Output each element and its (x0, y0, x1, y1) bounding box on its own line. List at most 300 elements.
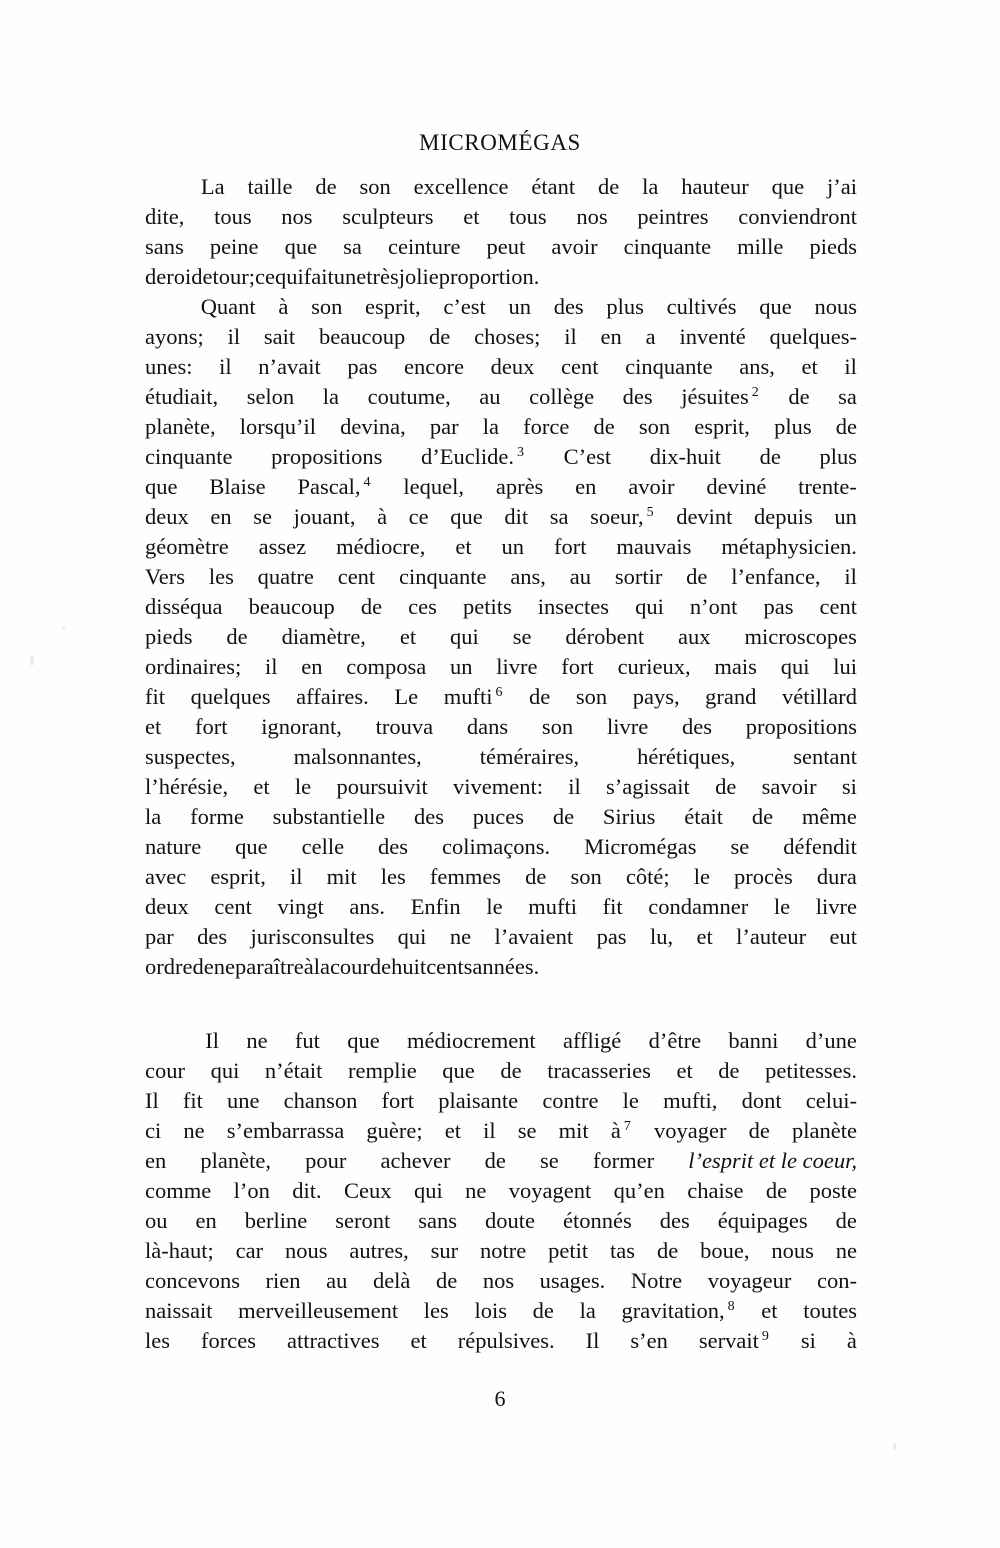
text-line (145, 802, 857, 832)
text-line (145, 1326, 857, 1356)
word: son (570, 864, 602, 889)
word: fort (553, 534, 587, 559)
word: si (800, 1328, 816, 1353)
word: proportion. (438, 264, 540, 289)
word: affligé (562, 1028, 622, 1053)
word: le (486, 894, 503, 919)
word: fort (195, 714, 228, 739)
word: vingt (277, 894, 324, 919)
word: médiocrement (406, 1028, 536, 1053)
word: l’auteur (736, 924, 807, 949)
word: et (145, 714, 162, 739)
word: mit (326, 864, 357, 889)
word: que (759, 294, 792, 319)
word: ans, (510, 564, 546, 589)
text-line (145, 1176, 857, 1206)
word: en (210, 504, 232, 529)
word: s’en (630, 1328, 668, 1353)
word: en (301, 654, 323, 679)
word: un (508, 294, 531, 319)
word: fort (561, 654, 594, 679)
word: car (235, 1238, 264, 1263)
word: hauteur (681, 174, 749, 199)
word: des (622, 384, 653, 409)
word: inventé (679, 324, 746, 349)
word: cour (145, 1058, 185, 1083)
word: ne (835, 1238, 857, 1263)
word: Il (205, 1028, 220, 1053)
scan-speckle (893, 1442, 896, 1451)
word: eut (829, 924, 857, 949)
text-line (145, 352, 857, 382)
word: l’on (233, 1178, 270, 1203)
word: mufti $^6$ (443, 684, 503, 709)
word: quelques- (769, 324, 857, 349)
word: vétillard (781, 684, 857, 709)
word: peintres (637, 204, 709, 229)
word: disséqua (145, 594, 223, 619)
word: dix-huit (649, 444, 722, 469)
word: comme (145, 1178, 212, 1203)
word: la (322, 384, 340, 409)
word: les (145, 1328, 170, 1353)
word: hérétiques, (637, 744, 736, 769)
italic-phrase: l’esprit et le coeur, (688, 1148, 857, 1173)
word: le (773, 894, 791, 919)
word: son (359, 174, 391, 199)
word: dans (466, 714, 509, 739)
word: ci (145, 1118, 162, 1143)
word: les (380, 864, 406, 889)
word: paraître (234, 954, 304, 979)
word: petitesses. (765, 1058, 857, 1083)
word: cent (819, 594, 857, 619)
word: le (294, 774, 312, 799)
word: la (313, 954, 330, 979)
word: Ceux (344, 1178, 392, 1203)
word: un (450, 654, 473, 679)
word: forces (201, 1328, 256, 1353)
word: choses; (474, 324, 541, 349)
word: à (377, 504, 388, 529)
word: planète, (200, 1148, 271, 1173)
word: peut (486, 234, 526, 259)
word: mauvais (616, 534, 692, 559)
word: devina, (340, 414, 406, 439)
word: lu, (649, 924, 674, 949)
word: et (761, 1298, 778, 1323)
word: grand (705, 684, 757, 709)
word: l’enfance, (731, 564, 821, 589)
word: ou (145, 1208, 168, 1233)
word: se (517, 1118, 537, 1143)
word: sa (838, 384, 857, 409)
word: et (399, 624, 417, 649)
word: ce (255, 264, 275, 289)
word: planète, (145, 414, 216, 439)
word: il (290, 864, 303, 889)
word: celle (301, 834, 345, 859)
word: jolie (398, 264, 439, 289)
word: celui- (805, 1088, 857, 1113)
word: cent (337, 564, 376, 589)
word: tour; (212, 264, 255, 289)
word: par (145, 924, 174, 949)
word: fort (381, 1088, 415, 1113)
word: de (191, 264, 213, 289)
footnote-marker[interactable]: 2 (751, 384, 759, 400)
word: plus (774, 414, 812, 439)
word: n’était (264, 1058, 323, 1083)
word: esprit, (210, 864, 266, 889)
word: coutume, (367, 384, 451, 409)
word: ne (449, 924, 472, 949)
word: petits (462, 594, 512, 619)
word: conviendront (738, 204, 857, 229)
word: s’embarrassa (226, 1118, 345, 1143)
word: plaisante (438, 1088, 519, 1113)
word: de (429, 324, 451, 349)
word: que (235, 834, 268, 859)
word: cent (214, 894, 252, 919)
word: de (686, 564, 708, 589)
word: qui (274, 264, 304, 289)
text-line (145, 832, 857, 862)
text-line (145, 772, 857, 802)
footnote-marker[interactable]: 6 (495, 684, 503, 700)
word: répulsives. (457, 1328, 555, 1353)
word: se (730, 834, 750, 859)
word: ans, (739, 354, 775, 379)
word: pas (596, 924, 627, 949)
word: sans (418, 1208, 457, 1233)
word: en (575, 474, 597, 499)
word: pas (347, 354, 378, 379)
word: le (693, 864, 710, 889)
word: son (575, 684, 608, 709)
word: suspectes, (145, 744, 236, 769)
word: achever (380, 1148, 451, 1173)
word: cultivés (666, 294, 737, 319)
word: Sirius (602, 804, 656, 829)
word: avoir (628, 474, 675, 499)
word: pieds (145, 624, 193, 649)
word: sait (263, 324, 296, 349)
word: équipages (717, 1208, 808, 1233)
word: huit (391, 954, 427, 979)
word: de (718, 1058, 740, 1083)
text-line (145, 232, 857, 262)
word: de (552, 804, 575, 829)
word: se (253, 504, 272, 529)
word: il (844, 564, 857, 589)
word: en (195, 1208, 217, 1233)
word: cinquante (623, 234, 712, 259)
word: vivement: (452, 774, 543, 799)
text-line (145, 562, 857, 592)
word: trouva (375, 714, 434, 739)
word: à $^7$ (610, 1118, 631, 1143)
word: lequel, (403, 474, 464, 499)
word: ignorant, (261, 714, 342, 739)
word: toutes (803, 1298, 857, 1323)
word: que (284, 234, 318, 259)
word: chanson (283, 1088, 358, 1113)
word: chaise (687, 1178, 744, 1203)
word: cent (561, 354, 599, 379)
word: de (436, 1268, 458, 1293)
word: d’une (805, 1028, 857, 1053)
word: dit. (292, 1178, 322, 1203)
word: encore (404, 354, 464, 379)
word: colimaçons. (442, 834, 551, 859)
word: les (423, 1298, 449, 1323)
word: défendit (783, 834, 857, 859)
word: quatre (257, 564, 314, 589)
word: et (801, 354, 818, 379)
word: un (834, 504, 857, 529)
footnote-marker[interactable]: 7 (623, 1118, 631, 1134)
text-line (145, 652, 857, 682)
word: usages. (539, 1268, 606, 1293)
word: trente- (798, 474, 857, 499)
word: médiocre, (336, 534, 426, 559)
word: voyageur (707, 1268, 792, 1293)
word: gravitation, $^8$ (621, 1298, 735, 1323)
word: Enfin (410, 894, 461, 919)
word: avoir (551, 234, 598, 259)
word: et (455, 534, 472, 559)
word: beaucoup (248, 594, 335, 619)
text-line (145, 1206, 857, 1236)
word: fut (294, 1028, 320, 1053)
word: forme (190, 804, 244, 829)
paragraph (145, 172, 857, 292)
word: même (801, 804, 857, 829)
word: sculpteurs (342, 204, 434, 229)
word: esprit, (694, 414, 750, 439)
footnote-marker[interactable]: 5 (646, 504, 654, 520)
footnote-marker[interactable]: 8 (727, 1298, 735, 1314)
scan-speckle (62, 626, 65, 629)
footnote-marker[interactable]: 4 (363, 474, 371, 490)
word: de (226, 624, 248, 649)
word: que (347, 1028, 380, 1053)
word: au (569, 564, 592, 589)
word: nos (482, 1268, 515, 1293)
word: condamner (648, 894, 749, 919)
word: de (593, 414, 615, 439)
word: métaphysicien. (721, 534, 857, 559)
word: devint (676, 504, 733, 529)
word: force (523, 414, 570, 439)
word: deviné (706, 474, 767, 499)
word: livre (606, 714, 649, 739)
word: femmes (429, 864, 502, 889)
word: par (429, 414, 459, 439)
text-line (145, 442, 857, 472)
word: delà (372, 1268, 411, 1293)
word: le (622, 1088, 639, 1113)
footnote-marker[interactable]: 3 (517, 444, 525, 460)
word: de (598, 174, 620, 199)
word: de (656, 1238, 679, 1263)
text-line (145, 712, 857, 742)
word: il (227, 324, 241, 349)
word: peine (209, 234, 259, 259)
text-line (145, 1266, 857, 1296)
word: l’avaient (494, 924, 574, 949)
word: unes: (145, 354, 193, 379)
word: se (512, 624, 532, 649)
text-line (145, 892, 857, 922)
word: ordinaires; (145, 654, 242, 679)
word: la (482, 414, 499, 439)
word: un (501, 534, 525, 559)
word: lui (833, 654, 857, 679)
word: Il (585, 1328, 600, 1353)
word: pieds (809, 234, 857, 259)
word: de (759, 444, 781, 469)
word: en (600, 324, 622, 349)
word: son (638, 414, 671, 439)
word: qui (635, 594, 664, 619)
word: c’est (443, 294, 486, 319)
word: les (208, 564, 234, 589)
word: ayons; (145, 324, 204, 349)
text-line (145, 1146, 857, 1176)
word: mille (737, 234, 784, 259)
word: seront (335, 1208, 391, 1233)
paragraph (145, 292, 857, 982)
word: naissait (145, 1298, 213, 1323)
word: collège (529, 384, 595, 409)
word: roi (166, 264, 192, 289)
word: selon (246, 384, 295, 409)
word: téméraires, (479, 744, 580, 769)
word: il (564, 324, 577, 349)
word: de (835, 414, 857, 439)
word: géomètre (145, 534, 229, 559)
word: il (264, 654, 278, 679)
running-head: MICROMÉGAS (419, 130, 581, 155)
word: substantielle (272, 804, 386, 829)
text-line (145, 292, 857, 322)
word: de (315, 174, 337, 199)
text-line (145, 682, 857, 712)
word: nous (771, 1238, 814, 1263)
word: Vers (145, 564, 185, 589)
word: d’être (648, 1028, 702, 1053)
text-line (145, 412, 857, 442)
word: de (715, 774, 737, 799)
word: dérobent (565, 624, 645, 649)
word: de (788, 384, 810, 409)
word: Pascal, $^4$ (297, 474, 371, 499)
word: ceinture (387, 234, 461, 259)
word: après (495, 474, 544, 499)
word: l’hérésie, (145, 774, 229, 799)
word: qui (780, 654, 810, 679)
word: former (592, 1148, 655, 1173)
word: des (681, 714, 712, 739)
word: de (360, 594, 383, 619)
word: mufti, (663, 1088, 718, 1113)
page-number: 6 (494, 1386, 506, 1411)
word: fit (182, 1088, 203, 1113)
word: Il (145, 1088, 159, 1113)
text-line (145, 322, 857, 352)
text-line (145, 1236, 857, 1266)
word: notre (480, 1238, 527, 1263)
word: s’agissait (606, 774, 690, 799)
word: étudiait, (145, 384, 219, 409)
text-line (145, 502, 857, 532)
word: ordre (145, 954, 193, 979)
word: étonnés (562, 1208, 632, 1233)
word: ne (213, 954, 235, 979)
word: lois (474, 1298, 507, 1323)
word: plus (606, 294, 644, 319)
word: et (410, 1328, 427, 1353)
word: pas (763, 594, 794, 619)
word: avec (145, 864, 187, 889)
word: deux (490, 354, 535, 379)
word: n’ont (689, 594, 738, 619)
word: aux (678, 624, 711, 649)
word: excellence (413, 174, 509, 199)
word: de (369, 954, 392, 979)
word: qui (413, 1178, 443, 1203)
word: pays, (632, 684, 680, 709)
word: livre (496, 654, 538, 679)
word: berline (244, 1208, 308, 1233)
word: fait (303, 264, 334, 289)
word: ces (408, 594, 437, 619)
word: la (145, 804, 162, 829)
word: dite, (145, 204, 185, 229)
word: diamètre, (281, 624, 366, 649)
word: mit (558, 1118, 589, 1143)
word: j’ai (826, 174, 857, 199)
text-line (145, 532, 857, 562)
word: banni (728, 1028, 779, 1053)
word: insectes (537, 594, 609, 619)
word: propositions (271, 444, 383, 469)
word: mufti (528, 894, 577, 919)
word: pour (305, 1148, 347, 1173)
word: livre (815, 894, 857, 919)
word: a (645, 324, 656, 349)
word: et (253, 774, 270, 799)
footnote-marker[interactable]: 9 (761, 1328, 769, 1344)
word: microscopes (744, 624, 857, 649)
word: au (326, 1268, 348, 1293)
word: de (835, 1208, 857, 1233)
text-line (145, 262, 857, 292)
word: sa (549, 504, 569, 529)
word: là-haut; (145, 1238, 214, 1263)
word: et (676, 1058, 693, 1083)
word: attractives (287, 1328, 380, 1353)
word: ne (183, 1118, 205, 1143)
word: puces (472, 804, 525, 829)
word: remplie (347, 1058, 417, 1083)
word: affaires. (296, 684, 369, 709)
word: se (540, 1148, 559, 1173)
word: la (642, 174, 659, 199)
word: il (844, 354, 857, 379)
